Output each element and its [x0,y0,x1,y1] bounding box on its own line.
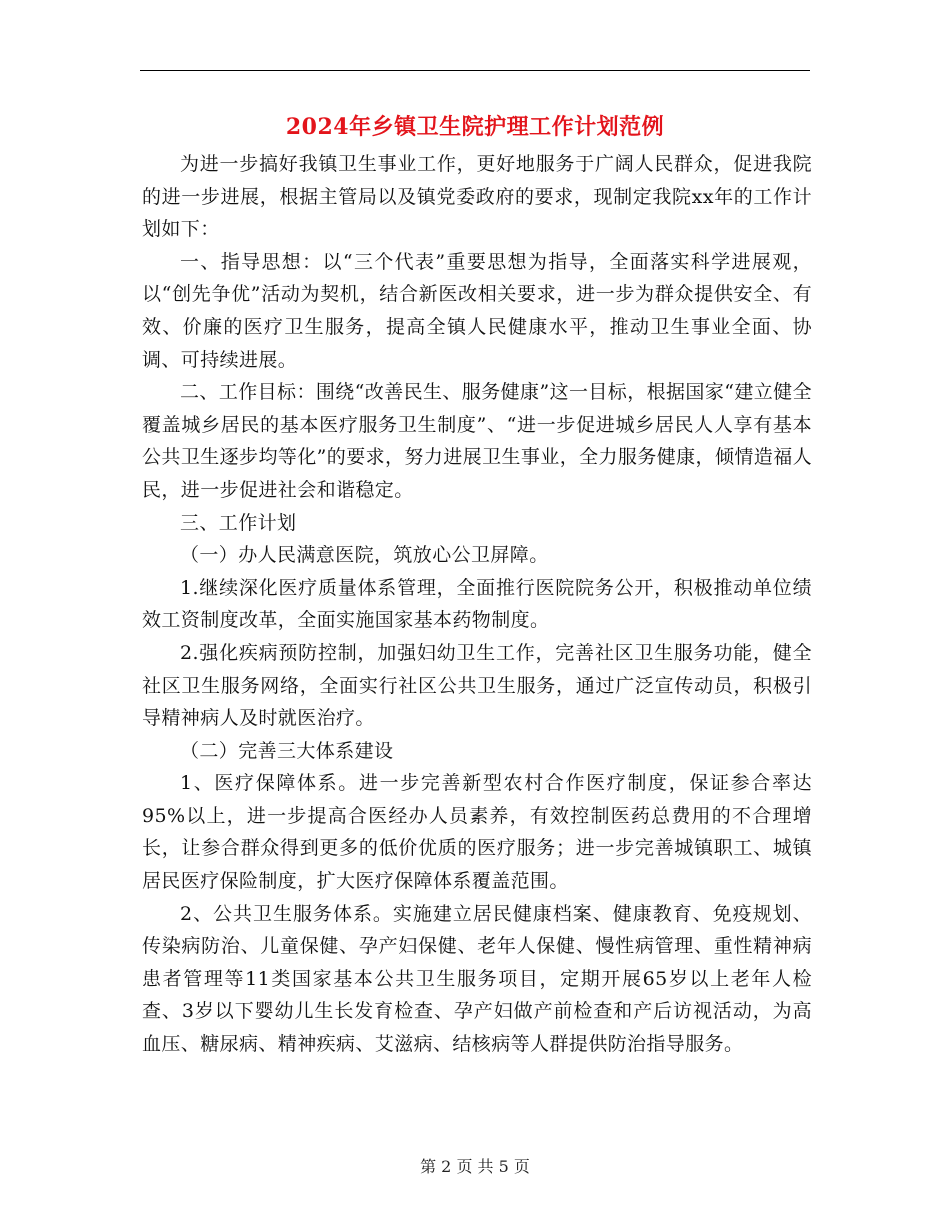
section-one-heading: （一）办人民满意医院，筑放心公卫屏障。 [180,544,549,567]
section-one-item-2: 2.强化疾病预防控制，加强妇幼卫生工作，完善社区卫生服务功能，健全社区卫生服务网络，全面实行社区公共卫生服务，通过广泛宣传动员，积极引导精神病人及时就医治疗。 [142,641,812,730]
guiding-ideology-paragraph: 一、指导思想：以“三个代表”重要思想为指导，全面落实科学进展观，以“创先争优”活动为契机，结合新医改相关要求，进一步为群众提供安全、有效、价廉的医疗卫生服务，提高全镇人民健康水平，推动卫生事业全面、协调、可持续进展。 [142,250,812,371]
section-two-item-1: 1、医疗保障体系。进一步完善新型农村合作医疗制度，保证参合率达95%以上，进一步提高合医经办人员素养，有效控制医药总费用的不合理增长，让参合群众得到更多的低价优质的医疗服务；进一步完善城镇职工、城镇居民医疗保险制度，扩大医疗保障体系覆盖范围。 [142,772,812,893]
work-plan-heading: 三、工作计划 [180,511,297,534]
section-one-item-1: 1.继续深化医疗质量体系管理，全面推行医院院务公开，积极推动单位绩效工资制度改革，全面实施国家基本药物制度。 [142,576,812,632]
work-goal-paragraph: 二、工作目标：围绕“改善民生、服务健康”这一目标，根据国家“建立健全覆盖城乡居民的基本医疗服务卫生制度”、“进一步促进城乡居民人人享有基本公共卫生逐步均等化”的要求，努力进展卫生事业，全力服务健康，倾情造福人民，进一步促进社会和谐稳定。 [142,381,812,501]
section-two-item-2: 2、公共卫生服务体系。实施建立居民健康档案、健康教育、免疫规划、传染病防治、儿童保健、孕产妇保健、老年人保健、慢性病管理、重性精神病患者管理等11类国家基本公共卫生服务项目，定期开展65岁以上老年人检查、3岁以下婴幼儿生长发育检查、孕产妇做产前检查和产后访视活动，为高血压、糖尿病、精神疾病、艾滋病、结核病等人群提供防治指导服务。 [142,902,812,1056]
section-two-heading: （二）完善三大体系建设 [180,739,394,762]
document-body [142,148,812,1061]
intro-paragraph: 为进一步搞好我镇卫生事业工作，更好地服务于广阔人民群众，促进我院的进一步进展，根据主管局以及镇党委政府的要求，现制定我院xx年的工作计划如下： [142,153,812,241]
header-rule [140,70,810,71]
document-title: 2024年乡镇卫生院护理工作计划范例 [285,114,665,140]
page-number: 第 2 页 共 5 页 [420,1157,530,1176]
